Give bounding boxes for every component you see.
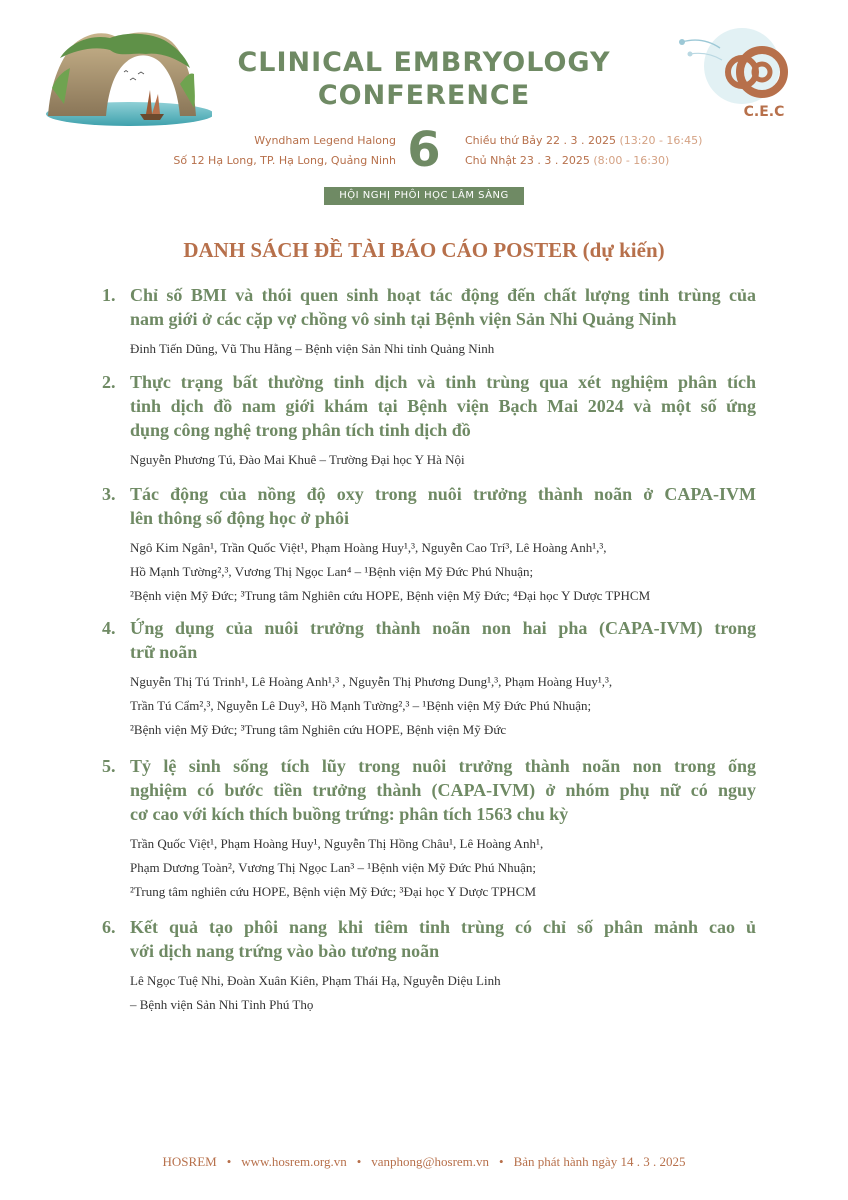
item-authors (130, 832, 756, 904)
item-author-line: ²Trung tâm nghiên cứu HOPE, Bệnh viện Mỹ Đức; ³Đại học Y Dược TPHCM (130, 884, 537, 899)
item-number: 3. (102, 484, 116, 504)
poster-item-6 (96, 915, 756, 1017)
conference-badge: HỘI NGHỊ PHÔI HỌC LÂM SÀNG (324, 187, 524, 205)
item-author-line: Lê Ngọc Tuệ Nhi, Đoàn Xuân Kiên, Phạm Thái Hạ, Nguyễn Diệu Linh (130, 973, 501, 988)
item-number: 6. (102, 917, 116, 937)
item-author-line: Đinh Tiến Dũng, Vũ Thu Hằng – Bệnh viện Sản Nhi tỉnh Quảng Ninh (130, 341, 495, 356)
poster-item-1 (96, 283, 756, 361)
item-title-line: cơ cao với kích thích buồng trứng: phân tích 1563 chu kỳ (130, 804, 569, 824)
ha-long-bay-illustration (40, 28, 212, 128)
date-day2-time: (8:00 - 16:30) (593, 154, 670, 167)
footer-website-link[interactable]: www.hosrem.org.vn (241, 1154, 347, 1169)
date-day2-label: Chủ Nhật 23 . 3 . 2025 (465, 154, 590, 167)
venue-address: Số 12 Hạ Long, TP. Hạ Long, Quảng Ninh (173, 154, 396, 167)
item-number: 1. (102, 285, 116, 305)
item-author-line: – Bệnh viện Sản Nhi Tỉnh Phú Thọ (130, 997, 314, 1012)
footer-email-link[interactable]: vanphong@hosrem.vn (371, 1154, 490, 1169)
conference-title-line2: CONFERENCE (317, 80, 531, 111)
item-author-line: Trần Quốc Việt¹, Phạm Hoàng Huy¹, Nguyễn Thị Hồng Châu¹, Lê Hoàng Anh¹, (130, 836, 544, 851)
item-title-line: lên thông số động học ở phôi (130, 508, 350, 528)
venue-name: Wyndham Legend Halong (254, 134, 396, 147)
item-author-line: Nguyễn Phương Tú, Đào Mai Khuê – Trường Đại học Y Hà Nội (130, 452, 465, 467)
date-day1-time: (13:20 - 16:45) (619, 134, 703, 147)
edition-number: 6 (407, 122, 441, 178)
item-title-line: nam giới ở các cặp vợ chồng vô sinh tại Bệnh viện Sản Nhi Quảng Ninh (130, 309, 677, 329)
item-title-line: Tác động của nồng độ oxy trong nuôi trưởng thành noãn ở CAPA-IVM (130, 484, 756, 504)
item-author-line: Trần Tú Cẩm²,³, Nguyễn Lê Duy³, Hồ Mạnh Tường²,³ – ¹Bệnh viện Mỹ Đức Phú Nhuận; (130, 698, 592, 713)
cec-logo (672, 24, 804, 124)
poster-item-2 (96, 370, 756, 472)
item-author-line: Hồ Mạnh Tường²,³, Vương Thị Ngọc Lan⁴ – ¹Bệnh viện Mỹ Đức Phú Nhuận; (130, 564, 534, 579)
item-title-line: dụng công nghệ trong phân tích tinh dịch đồ (130, 420, 471, 440)
footer-org: HOSREM (162, 1154, 217, 1169)
item-title (130, 616, 756, 664)
item-title-line: trữ noãn (130, 642, 198, 662)
item-author-line: Ngô Kim Ngân¹, Trần Quốc Việt¹, Phạm Hoàng Huy¹,³, Nguyễn Cao Trí³, Lê Hoàng Anh¹,³, (130, 540, 607, 555)
item-title-line: Chỉ số BMI và thói quen sinh hoạt tác động đến chất lượng tinh trùng của (130, 285, 756, 305)
item-title (130, 482, 756, 530)
item-author-line: ²Bệnh viện Mỹ Đức; ³Trung tâm Nghiên cứu HOPE, Bệnh viện Mỹ Đức; ⁴Đại học Y Dược TPHCM (130, 588, 651, 603)
conference-title (212, 46, 636, 112)
item-number: 2. (102, 372, 116, 392)
conference-title-line1: CLINICAL EMBRYOLOGY (237, 47, 611, 78)
item-title-line: nghiệm có bước tiền trưởng thành (CAPA-IVM) ở nhóm phụ nữ có nguy (130, 780, 756, 800)
item-title-line: với dịch nang trứng vào bào tương noãn (130, 941, 440, 961)
item-authors (130, 536, 756, 608)
item-title (130, 754, 756, 826)
date-day1-label: Chiều thứ Bảy 22 . 3 . 2025 (465, 134, 616, 147)
footer-release-date: Bản phát hành ngày 14 . 3 . 2025 (513, 1154, 686, 1169)
item-author-line: Nguyễn Thị Tú Trinh¹, Lê Hoàng Anh¹,³ , Nguyễn Thị Phương Dung¹,³, Phạm Hoàng Huy¹,³, (130, 674, 613, 689)
item-author-line: ²Bệnh viện Mỹ Đức; ³Trung tâm Nghiên cứu HOPE, Bệnh viện Mỹ Đức (130, 722, 507, 737)
item-title-line: Kết quả tạo phôi nang khi tiêm tinh trùng có chỉ số phân mảnh cao ủ (130, 917, 756, 937)
item-authors (130, 670, 756, 742)
date-day1 (465, 134, 702, 148)
poster-item-4 (96, 616, 756, 742)
item-title (130, 370, 756, 442)
item-title-line: Tỷ lệ sinh sống tích lũy trong nuôi trưởng thành noãn non trong ống (130, 756, 756, 776)
item-title-line: Thực trạng bất thường tinh dịch và tinh trùng qua xét nghiệm phân tích (130, 372, 756, 392)
item-title (130, 915, 756, 963)
page-title: DANH SÁCH ĐỀ TÀI BÁO CÁO POSTER (dự kiến) (183, 238, 665, 262)
poster-item-3 (96, 482, 756, 608)
item-title (130, 283, 756, 331)
item-title-line: Ứng dụng của nuôi trưởng thành noãn non hai pha (CAPA-IVM) trong (130, 618, 756, 638)
cec-logo-text: C.E.C (743, 104, 785, 120)
date-day2 (465, 154, 669, 168)
item-authors (130, 337, 756, 361)
item-author-line: Phạm Dương Toàn², Vương Thị Ngọc Lan³ – ¹Bệnh viện Mỹ Đức Phú Nhuận; (130, 860, 537, 875)
item-title-line: tinh dịch đồ nam giới khám tại Bệnh viện Bạch Mai 2024 và một số ứng (130, 396, 756, 416)
item-authors (130, 448, 756, 472)
item-number: 4. (102, 618, 116, 638)
footer: HOSREM • www.hosrem.org.vn • vanphong@hosrem.vn • Bản phát hành ngày 14 . 3 . 2025 (162, 1154, 686, 1169)
item-authors (130, 969, 756, 1017)
item-number: 5. (102, 756, 116, 776)
poster-item-5 (96, 754, 756, 904)
